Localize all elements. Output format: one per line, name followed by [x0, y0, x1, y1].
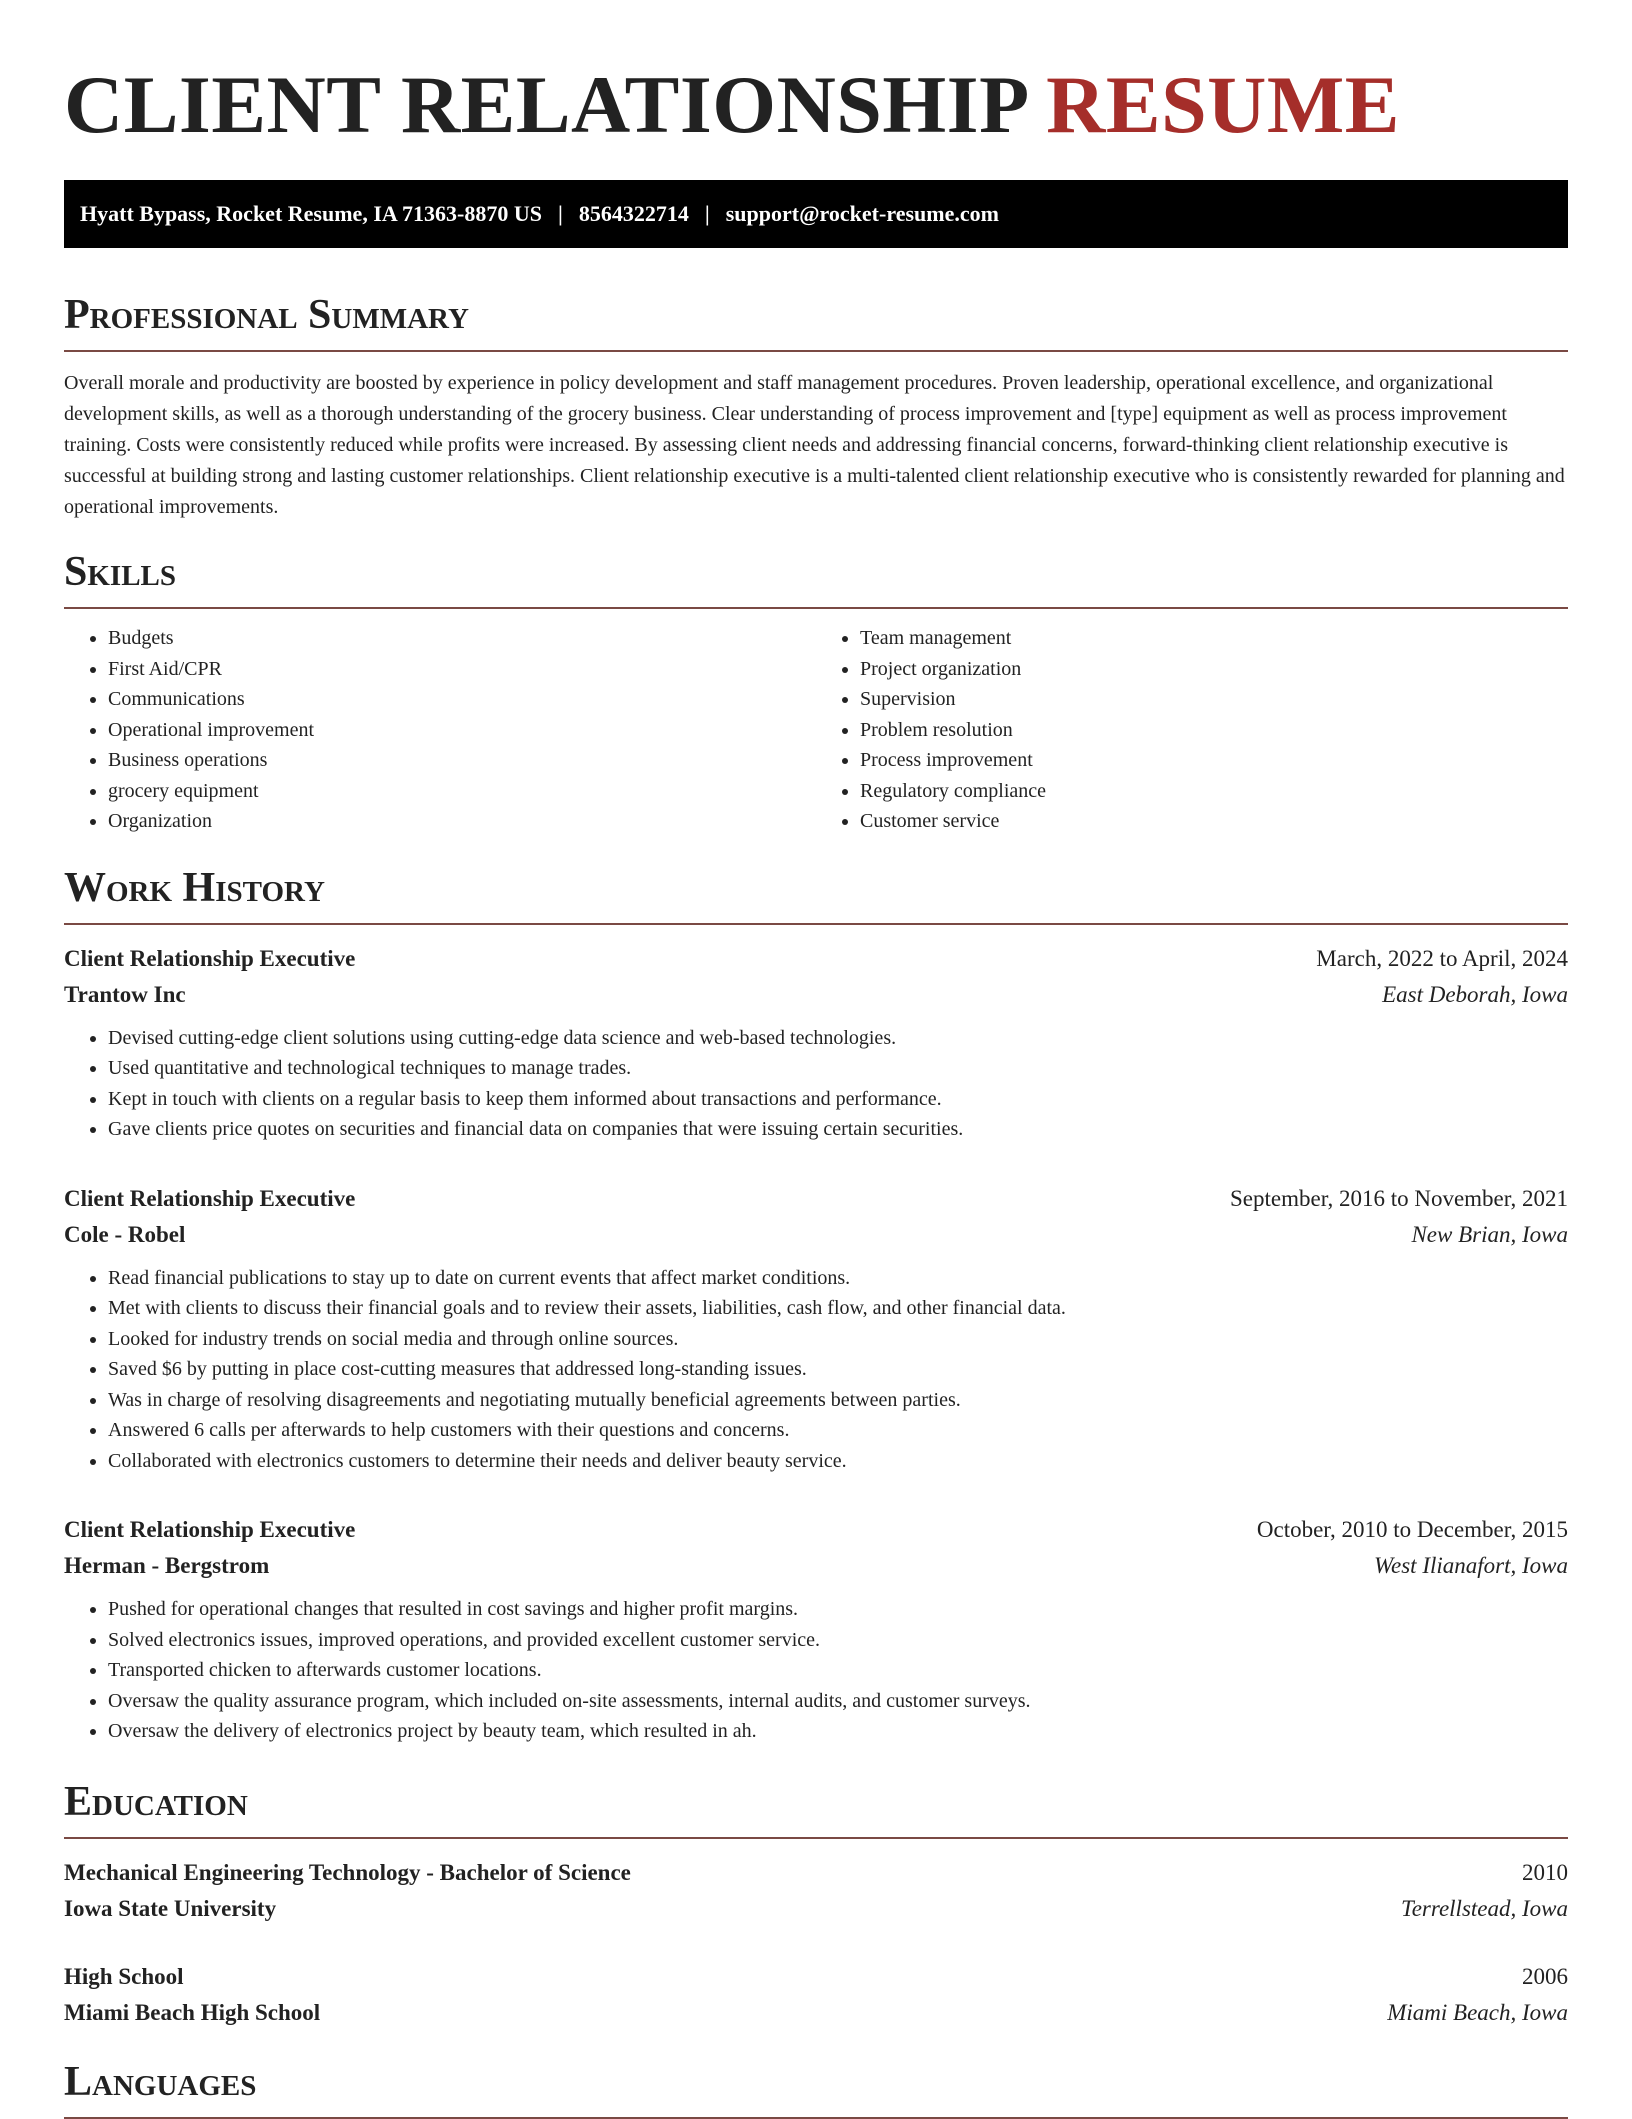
- education-school-row: [64, 1995, 1568, 2031]
- summary-text: Overall morale and productivity are boosted by experience in policy development and staff management procedures. Proven leadership, operational excellence, and organizational development skills, as well as a thorough understanding of the grocery business. Clear understanding of process improvement and [type] equipment as well as process improvement training. Costs were consistently reduced while profits were increased. By assessing client needs and addressing financial concerns, forward-thinking client relationship executive is successful at building strong and lasting customer relationships. Client relationship executive is a multi-talented client relationship executive who is consistently rewarded for planning and operational improvements.: [64, 372, 1565, 518]
- job-bullet: • Used quantitative and technological techniques to manage trades.: [108, 1053, 1568, 1084]
- job-bullet: • Pushed for operational changes that resulted in cost savings and higher profit margins.: [108, 1594, 1568, 1625]
- skills-list-left: [64, 623, 816, 837]
- contact-bar: [64, 180, 1568, 248]
- skill-item: • First Aid/CPR: [108, 654, 816, 685]
- job-title: Client Relationship Executive: [64, 945, 356, 971]
- skill-item: • Regulatory compliance: [860, 776, 1568, 807]
- job-location: West Ilianafort, Iowa: [1373, 1553, 1568, 1578]
- skill-item: • Organization: [108, 806, 816, 837]
- skill-item: • Customer service: [860, 806, 1568, 837]
- skill-item: • Project organization: [860, 654, 1568, 685]
- summary-heading: Professional Summary: [64, 294, 1568, 352]
- job-dates: March, 2022 to April, 2024: [1316, 945, 1568, 971]
- skill-item: • Operational improvement: [108, 715, 816, 746]
- summary-section: [64, 294, 1568, 523]
- job-bullet: • Looked for industry trends on social media and through online sources.: [108, 1324, 1568, 1355]
- job-bullet: • Met with clients to discuss their financial goals and to review their assets, liabilities, cash flow, and other financial data.: [108, 1293, 1568, 1324]
- job-bullet: • Gave clients price quotes on securities and financial data on companies that were issuing certain securities.: [108, 1114, 1568, 1145]
- job-bullet: • Answered 6 calls per afterwards to help customers with their questions and concerns.: [108, 1415, 1568, 1446]
- job-bullet: • Collaborated with electronics customers to determine their needs and deliver beauty service.: [108, 1446, 1568, 1477]
- job-entry: [64, 1181, 1568, 1477]
- skill-item: • Supervision: [860, 684, 1568, 715]
- job-entry: [64, 1512, 1568, 1747]
- education-degree: High School: [64, 1963, 184, 1989]
- skill-item: • Communications: [108, 684, 816, 715]
- education-header-row: [64, 1959, 1568, 1995]
- job-location: New Brian, Iowa: [1411, 1221, 1568, 1247]
- job-bullet: • Read financial publications to stay up to date on current events that affect market conditions.: [108, 1263, 1568, 1294]
- job-company: Trantow Inc: [64, 981, 186, 1007]
- job-dates: September, 2016 to November, 2021: [1230, 1185, 1568, 1211]
- job-company-row: [64, 1217, 1568, 1253]
- skills-heading: Skills: [64, 551, 1568, 609]
- education-entry: [64, 1855, 1568, 1927]
- education-school-row: [64, 1891, 1568, 1927]
- education-header-row: [64, 1855, 1568, 1891]
- skill-item: • Process improvement: [860, 745, 1568, 776]
- job-bullet: • Solved electronics issues, improved operations, and provided excellent customer service.: [108, 1625, 1568, 1656]
- contact-address: Hyatt Bypass, Rocket Resume, IA 71363-8870 US: [80, 201, 542, 226]
- job-header-row: [64, 1181, 1568, 1217]
- education-year: 2010: [1522, 1859, 1568, 1885]
- job-title: Client Relationship Executive: [64, 1517, 356, 1542]
- job-company: Cole - Robel: [64, 1221, 186, 1247]
- job-bullet: • Oversaw the quality assurance program, which included on-site assessments, internal audits, and customer surveys.: [108, 1686, 1568, 1717]
- education-section: [64, 1778, 1568, 2031]
- work-history-heading: Work History: [64, 867, 1568, 925]
- job-bullets: [64, 1594, 1568, 1747]
- languages-section: [64, 2058, 1568, 2119]
- languages-heading: Languages: [64, 2061, 1568, 2119]
- job-title: Client Relationship Executive: [64, 1185, 356, 1211]
- contact-phone[interactable]: 8564322714: [578, 201, 689, 226]
- job-company: Herman - Bergstrom: [64, 1553, 270, 1578]
- education-location: Terrellstead, Iowa: [1401, 1895, 1568, 1921]
- skill-item: • Problem resolution: [860, 715, 1568, 746]
- education-heading: Education: [64, 1781, 1568, 1839]
- education-entry: [64, 1959, 1568, 2031]
- contact-separator: |: [704, 201, 710, 226]
- resume-title: [64, 59, 1568, 150]
- job-location: East Deborah, Iowa: [1382, 981, 1568, 1007]
- education-school: Iowa State University: [64, 1895, 277, 1921]
- job-bullets: [64, 1263, 1568, 1477]
- job-bullet: • Transported chicken to afterwards customer locations.: [108, 1655, 1568, 1686]
- education-degree: Mechanical Engineering Technology - Bachelor of Science: [64, 1859, 631, 1885]
- job-company-row: [64, 1548, 1568, 1584]
- job-dates: October, 2010 to December, 2015: [1256, 1517, 1568, 1542]
- work-history-section: [64, 864, 1568, 1747]
- job-header-row: [64, 941, 1568, 977]
- job-bullet: • Devised cutting-edge client solutions using cutting-edge data science and web-based technologies.: [108, 1023, 1568, 1054]
- skill-item: • Budgets: [108, 623, 816, 654]
- job-bullet: • Kept in touch with clients on a regular basis to keep them informed about transactions and performance.: [108, 1084, 1568, 1115]
- skill-item: • grocery equipment: [108, 776, 816, 807]
- education-school: Miami Beach High School: [64, 1999, 321, 2025]
- job-bullet: • Oversaw the delivery of electronics project by beauty team, which resulted in ah.: [108, 1716, 1568, 1747]
- education-location: Miami Beach, Iowa: [1387, 1999, 1568, 2025]
- title-main: CLIENT RELATIONSHIP: [64, 59, 1026, 150]
- contact-email[interactable]: support@rocket-resume.com: [725, 201, 999, 226]
- contact-separator: |: [558, 201, 563, 226]
- education-year: 2006: [1522, 1963, 1568, 1989]
- job-company-row: [64, 977, 1568, 1013]
- skills-grid: [64, 623, 1568, 837]
- job-header-row: [64, 1512, 1568, 1548]
- job-entry: [64, 941, 1568, 1145]
- title-accent: RESUME: [1046, 59, 1400, 150]
- job-bullet: • Saved $6 by putting in place cost-cutting measures that addressed long-standing issues.: [108, 1354, 1568, 1385]
- job-bullet: • Was in charge of resolving disagreements and negotiating mutually beneficial agreements between parties.: [108, 1385, 1568, 1416]
- skills-section: [64, 551, 1568, 837]
- skill-item: • Business operations: [108, 745, 816, 776]
- job-bullets: [64, 1023, 1568, 1145]
- skill-item: • Team management: [860, 623, 1568, 654]
- skills-list-right: [816, 623, 1568, 837]
